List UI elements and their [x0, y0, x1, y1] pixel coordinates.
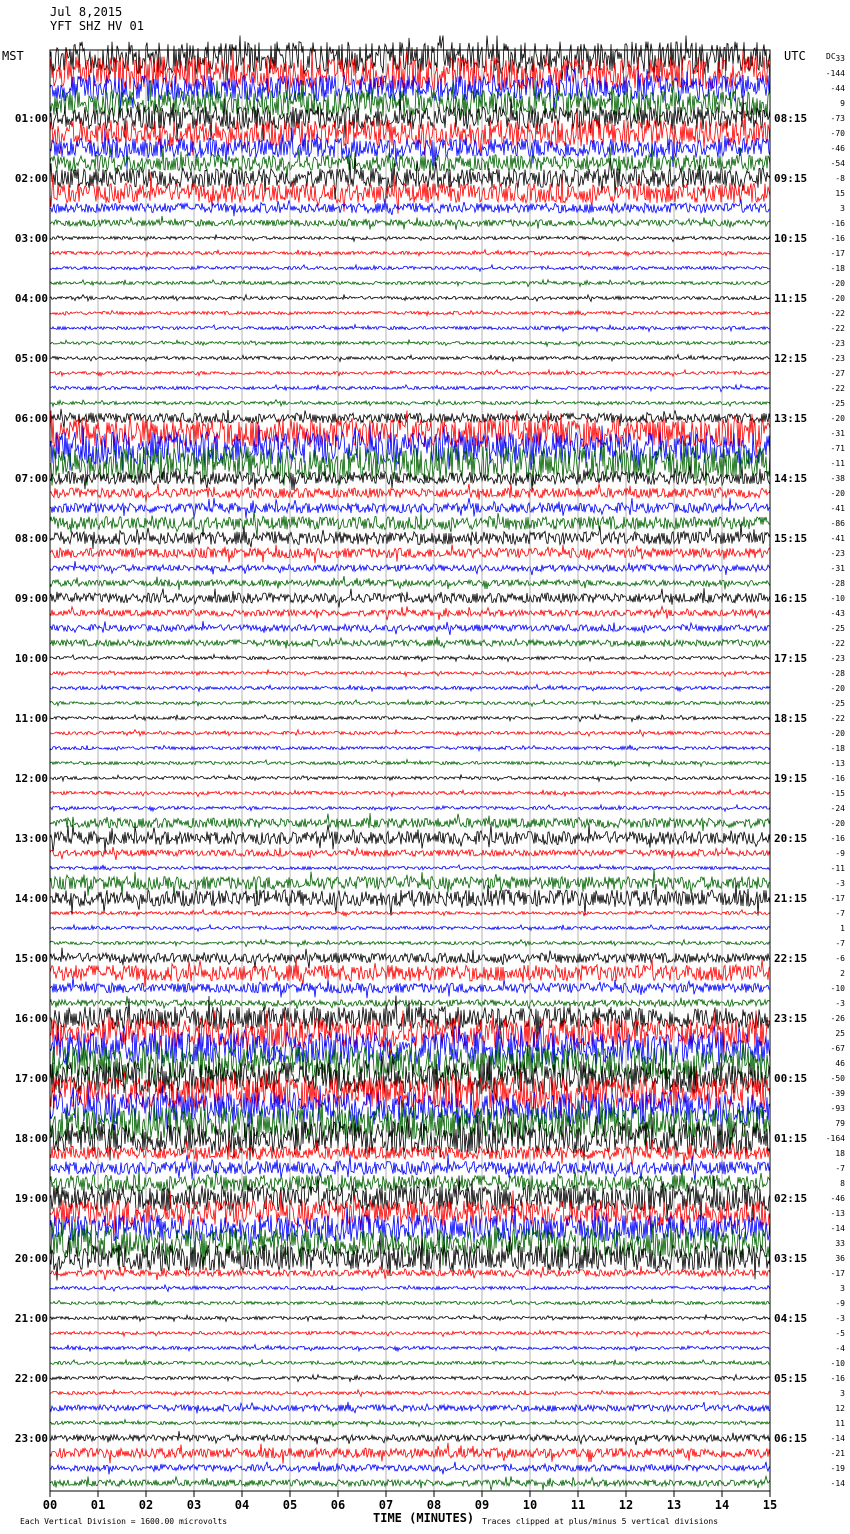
x-tick-label: 06 — [330, 1498, 346, 1512]
dc-label: DC — [826, 52, 836, 61]
right-time-label: 10:15 — [774, 232, 808, 245]
trace-line — [50, 685, 770, 692]
left-time-label: 13:00 — [14, 832, 48, 845]
left-time-label: 14:00 — [14, 892, 48, 905]
trace-line — [50, 498, 770, 519]
trace-line — [50, 265, 770, 271]
trace-line — [50, 385, 770, 392]
trace-line — [50, 940, 770, 947]
dc-offset-label: 1 — [840, 924, 845, 933]
x-tick-label: 14 — [714, 1498, 730, 1512]
trace-line — [50, 996, 770, 1010]
dc-offset-label: -22 — [830, 309, 845, 318]
trace-line — [50, 1375, 770, 1382]
x-tick-label: 01 — [90, 1498, 106, 1512]
right-time-label: 23:15 — [774, 1012, 808, 1025]
trace-line — [50, 775, 770, 782]
dc-offset-label: -9 — [835, 1299, 845, 1308]
trace-line — [50, 805, 770, 811]
trace-line — [50, 948, 770, 969]
trace-line — [50, 483, 770, 502]
dc-offset-label: -28 — [830, 579, 845, 588]
left-time-label: 01:00 — [14, 112, 48, 125]
dc-offset-label: -8 — [835, 174, 845, 183]
trace-line — [50, 426, 770, 471]
dc-offset-label: -71 — [830, 444, 845, 453]
dc-offset-label: -54 — [830, 159, 845, 168]
trace-line — [50, 760, 770, 767]
dc-offset-label: -20 — [830, 819, 845, 828]
trace-line — [50, 730, 770, 737]
trace-line — [50, 1176, 770, 1221]
trace-line — [50, 1360, 770, 1367]
dc-offset-label: -50 — [830, 1074, 845, 1083]
right-time-label: 03:15 — [774, 1252, 808, 1265]
trace-line — [50, 606, 770, 620]
left-time-label: 18:00 — [14, 1132, 48, 1145]
left-time-label: 07:00 — [14, 472, 48, 485]
dc-offset-label: -43 — [830, 609, 845, 618]
dc-offset-label: -22 — [830, 714, 845, 723]
left-time-label: 15:00 — [14, 952, 48, 965]
trace-line — [50, 1266, 770, 1280]
trace-line — [50, 958, 770, 987]
dc-offset-label: 33 — [835, 54, 845, 63]
scale-note: Each Vertical Division = 1600.00 microvolts — [20, 1517, 228, 1526]
x-tick-label: 07 — [378, 1498, 394, 1512]
trace-line — [50, 1330, 770, 1336]
dc-offset-label: -13 — [830, 1209, 845, 1218]
dc-offset-label: -25 — [830, 399, 845, 408]
dc-offset-label: -20 — [830, 414, 845, 423]
left-timezone-label: MST — [2, 49, 24, 63]
trace-line — [50, 545, 770, 564]
dc-offset-label: 3 — [840, 1389, 845, 1398]
trace-line — [50, 869, 770, 897]
left-time-label: 10:00 — [14, 652, 48, 665]
trace-line — [50, 745, 770, 751]
trace-line — [50, 280, 770, 287]
dc-offset-label: -26 — [830, 1014, 845, 1023]
dc-offset-label: 12 — [835, 1404, 845, 1413]
trace-line — [50, 576, 770, 590]
trace-line — [50, 1431, 770, 1445]
seismic-traces — [50, 36, 770, 1491]
dc-offset-label: -5 — [835, 1329, 845, 1338]
dc-offset-label: -38 — [830, 474, 845, 483]
trace-line — [50, 1300, 770, 1306]
dc-offset-label: -23 — [830, 354, 845, 363]
trace-line — [50, 1345, 770, 1352]
x-tick-label: 10 — [522, 1498, 538, 1512]
dc-offset-label: -16 — [830, 219, 845, 228]
trace-line — [50, 250, 770, 257]
trace-line — [50, 340, 770, 347]
x-tick-label: 11 — [570, 1498, 586, 1512]
right-timezone-label: UTC — [784, 49, 806, 63]
dc-offset-label: 11 — [835, 1419, 845, 1428]
trace-line — [50, 400, 770, 407]
clip-note: Traces clipped at plus/minus 5 vertical divisions — [482, 1517, 719, 1526]
trace-line — [50, 325, 770, 332]
dc-offset-label: -20 — [830, 684, 845, 693]
x-tick-label: 15 — [762, 1498, 778, 1512]
dc-offset-label: -39 — [830, 1089, 845, 1098]
dc-offset-label: -3 — [835, 999, 845, 1008]
dc-offset-label: -44 — [830, 84, 845, 93]
x-tick-label: 09 — [474, 1498, 490, 1512]
dc-offset-label: -23 — [830, 654, 845, 663]
right-time-label: 12:15 — [774, 352, 808, 365]
dc-offset-label: -14 — [830, 1479, 845, 1488]
left-time-label: 05:00 — [14, 352, 48, 365]
left-time-label: 22:00 — [14, 1372, 48, 1385]
trace-line — [50, 1285, 770, 1292]
dc-offset-label: -20 — [830, 279, 845, 288]
dc-offset-label: -18 — [830, 744, 845, 753]
x-tick-label: 03 — [186, 1498, 202, 1512]
left-time-label: 17:00 — [14, 1072, 48, 1085]
trace-line — [50, 1402, 770, 1414]
trace-line — [50, 1462, 770, 1475]
dc-offset-label: -14 — [830, 1224, 845, 1233]
dc-offset-label: -21 — [830, 1449, 845, 1458]
trace-line — [50, 715, 770, 722]
x-tick-label: 05 — [282, 1498, 298, 1512]
dc-offset-label: -10 — [830, 1359, 845, 1368]
dc-offset-label: -22 — [830, 324, 845, 333]
trace-line — [50, 295, 770, 302]
dc-offset-label: -46 — [830, 1194, 845, 1203]
right-time-label: 09:15 — [774, 172, 808, 185]
dc-offset-label: -22 — [830, 639, 845, 648]
dc-offset-label: -17 — [830, 1269, 845, 1278]
dc-offset-label: -11 — [830, 459, 845, 468]
right-time-label: 19:15 — [774, 772, 808, 785]
dc-offset-label: -73 — [830, 114, 845, 123]
dc-offset-label: -27 — [830, 369, 845, 378]
dc-offset-label: -15 — [830, 789, 845, 798]
left-time-label: 06:00 — [14, 412, 48, 425]
dc-offset-label: -20 — [830, 729, 845, 738]
right-time-label: 01:15 — [774, 1132, 808, 1145]
trace-line — [50, 1443, 770, 1464]
trace-line — [50, 409, 770, 429]
dc-offset-label: -31 — [830, 564, 845, 573]
trace-line — [50, 865, 770, 871]
trace-line — [50, 925, 770, 932]
right-time-label: 15:15 — [774, 532, 808, 545]
trace-line — [50, 670, 770, 677]
dc-offset-label: -11 — [830, 864, 845, 873]
dc-offset-label: -7 — [835, 1164, 845, 1173]
right-time-label: 17:15 — [774, 652, 808, 665]
dc-offset-label: -17 — [830, 894, 845, 903]
dc-offset-label: -7 — [835, 939, 845, 948]
trace-line — [50, 216, 770, 230]
dc-offset-label: 33 — [835, 1239, 845, 1248]
dc-offset-label: -16 — [830, 834, 845, 843]
trace-line — [50, 411, 770, 456]
x-tick-label: 08 — [426, 1498, 442, 1512]
trace-line — [50, 511, 770, 537]
date-label: Jul 8,2015 — [50, 5, 123, 19]
dc-offset-label: -144 — [825, 69, 845, 78]
left-time-label: 16:00 — [14, 1012, 48, 1025]
dc-offset-label: -9 — [835, 849, 845, 858]
trace-line — [50, 621, 770, 635]
dc-offset-label: -86 — [830, 519, 845, 528]
trace-line — [50, 588, 770, 607]
left-time-label: 03:00 — [14, 232, 48, 245]
left-time-label: 09:00 — [14, 592, 48, 605]
right-time-label: 18:15 — [774, 712, 808, 725]
dc-offset-label: 2 — [840, 969, 845, 978]
trace-line — [50, 1390, 770, 1397]
left-time-label: 23:00 — [14, 1432, 48, 1445]
dc-offset-label: 25 — [835, 1029, 845, 1038]
trace-line — [50, 561, 770, 575]
dc-offset-label: 3 — [840, 1284, 845, 1293]
dc-offset-label: -46 — [830, 144, 845, 153]
dc-offset-label: -20 — [830, 294, 845, 303]
dc-offset-label: -93 — [830, 1104, 845, 1113]
dc-offset-label: -4 — [835, 1344, 845, 1353]
trace-line — [50, 370, 770, 376]
right-time-label: 14:15 — [774, 472, 808, 485]
right-time-label: 06:15 — [774, 1432, 808, 1445]
trace-line — [50, 1476, 770, 1490]
dc-offset-label: -28 — [830, 669, 845, 678]
trace-line — [50, 824, 770, 852]
x-tick-label: 04 — [234, 1498, 250, 1512]
dc-offset-label: -10 — [830, 594, 845, 603]
dc-offset-label: 9 — [840, 99, 845, 108]
dc-offset-label: -3 — [835, 879, 845, 888]
right-time-label: 00:15 — [774, 1072, 808, 1085]
right-time-label: 04:15 — [774, 1312, 808, 1325]
left-time-label: 20:00 — [14, 1252, 48, 1265]
dc-offset-label: -24 — [830, 804, 845, 813]
right-time-label: 11:15 — [774, 292, 808, 305]
trace-line — [50, 790, 770, 797]
dc-offset-label: -23 — [830, 339, 845, 348]
left-time-label: 21:00 — [14, 1312, 48, 1325]
right-time-label: 13:15 — [774, 412, 808, 425]
dc-offset-label: -20 — [830, 489, 845, 498]
dc-offset-label: -19 — [830, 1464, 845, 1473]
x-axis-label: TIME (MINUTES) — [373, 1511, 475, 1525]
trace-line — [50, 235, 770, 242]
dc-offset-label: 3 — [840, 204, 845, 213]
left-time-label: 04:00 — [14, 292, 48, 305]
right-time-label: 08:15 — [774, 112, 808, 125]
left-time-label: 11:00 — [14, 712, 48, 725]
dc-offset-label: -41 — [830, 504, 845, 513]
dc-offset-label: -18 — [830, 264, 845, 273]
dc-offset-label: -14 — [830, 1434, 845, 1443]
trace-line — [50, 847, 770, 860]
trace-line — [50, 1315, 770, 1322]
left-time-label: 19:00 — [14, 1192, 48, 1205]
dc-offset-label: 46 — [835, 1059, 845, 1068]
dc-offset-label: -17 — [830, 249, 845, 258]
right-time-label: 20:15 — [774, 832, 808, 845]
dc-offset-label: 79 — [835, 1119, 845, 1128]
trace-line — [50, 813, 770, 831]
dc-offset-label: 36 — [835, 1254, 845, 1263]
x-tick-label: 02 — [138, 1498, 154, 1512]
trace-line — [50, 637, 770, 649]
dc-offset-label: -23 — [830, 549, 845, 558]
dc-offset-label: -31 — [830, 429, 845, 438]
x-tick-label: 00 — [42, 1498, 58, 1512]
trace-line — [50, 111, 770, 156]
dc-offset-label: -164 — [825, 1134, 845, 1143]
dc-offset-label: 18 — [835, 1149, 845, 1158]
right-time-label: 22:15 — [774, 952, 808, 965]
left-time-label: 12:00 — [14, 772, 48, 785]
right-time-label: 05:15 — [774, 1372, 808, 1385]
dc-offset-label: -22 — [830, 384, 845, 393]
dc-offset-label: -3 — [835, 1314, 845, 1323]
x-tick-label: 13 — [666, 1498, 682, 1512]
trace-line — [50, 355, 770, 362]
dc-offset-label: 15 — [835, 189, 845, 198]
right-time-label: 21:15 — [774, 892, 808, 905]
trace-line — [50, 700, 770, 706]
axes — [15, 50, 845, 1512]
right-time-label: 16:15 — [774, 592, 808, 605]
dc-offset-label: -6 — [835, 954, 845, 963]
trace-line — [50, 1420, 770, 1427]
station-label: YFT SHZ HV 01 — [50, 19, 144, 33]
dc-offset-label: -10 — [830, 984, 845, 993]
left-time-label: 02:00 — [14, 172, 48, 185]
dc-offset-label: -16 — [830, 774, 845, 783]
dc-offset-label: -7 — [835, 909, 845, 918]
dc-offset-label: 8 — [840, 1179, 845, 1188]
dc-offset-label: -16 — [830, 234, 845, 243]
right-time-label: 02:15 — [774, 1192, 808, 1205]
trace-line — [50, 655, 770, 662]
dc-offset-label: -70 — [830, 129, 845, 138]
dc-offset-label: -16 — [830, 1374, 845, 1383]
trace-line — [50, 310, 770, 316]
dc-offset-label: -25 — [830, 699, 845, 708]
dc-offset-label: -67 — [830, 1044, 845, 1053]
dc-offset-label: -41 — [830, 534, 845, 543]
x-tick-label: 12 — [618, 1498, 634, 1512]
dc-offset-label: -25 — [830, 624, 845, 633]
dc-offset-label: -13 — [830, 759, 845, 768]
left-time-label: 08:00 — [14, 532, 48, 545]
trace-line — [50, 910, 770, 917]
